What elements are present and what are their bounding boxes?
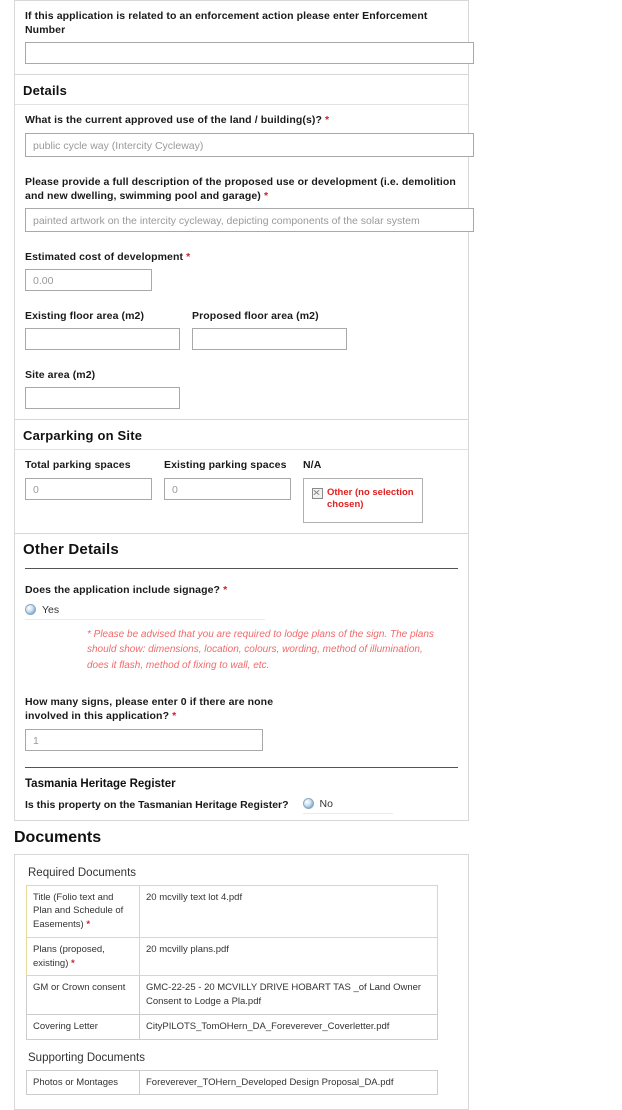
table-row[interactable] xyxy=(27,976,438,1015)
broken-image-icon xyxy=(312,488,323,499)
table-row[interactable] xyxy=(27,1070,438,1095)
floor-area-row xyxy=(15,301,468,360)
signage-radio-yes[interactable] xyxy=(25,602,265,616)
document-file-cell[interactable]: 20 mcvilly text lot 4.pdf xyxy=(140,885,438,937)
existing-parking-label: Existing parking spaces xyxy=(164,459,287,472)
required-marker: * xyxy=(86,919,91,931)
na-inner xyxy=(312,487,414,513)
estimated-cost-label xyxy=(25,250,458,264)
carparking-heading: Carparking on Site xyxy=(23,428,143,444)
heritage-radio-wrap[interactable] xyxy=(303,796,393,814)
document-type-label: Plans (proposed, existing) xyxy=(33,943,105,969)
required-documents-title: Required Documents xyxy=(28,866,137,879)
na-selection-text: Other (no selection chosen) xyxy=(327,486,414,511)
heritage-radio-label: No xyxy=(319,797,333,810)
heritage-section xyxy=(15,768,468,820)
estimated-cost-label-text: Estimated cost of development xyxy=(25,250,184,263)
table-row[interactable] xyxy=(27,885,438,937)
other-details-heading: Other Details xyxy=(23,540,119,558)
documents-card xyxy=(14,854,469,1110)
existing-floor-area-input[interactable] xyxy=(25,328,180,350)
document-type-cell: GM or Crown consent xyxy=(27,976,140,1015)
heritage-radio-no[interactable] xyxy=(303,796,393,810)
na-selection-box[interactable] xyxy=(303,478,423,523)
radio-selected-icon xyxy=(25,604,36,615)
document-file-cell[interactable]: 20 mcvilly plans.pdf xyxy=(140,937,438,976)
application-form-page xyxy=(14,0,469,1110)
site-area-label: Site area (m2) xyxy=(25,369,96,382)
supporting-documents-table xyxy=(26,1070,438,1096)
document-type-cell xyxy=(27,937,140,976)
enforcement-label: If this application is related to an enforcement action please enter Enforcement Number xyxy=(25,10,428,37)
carparking-row xyxy=(15,450,468,532)
current-use-input[interactable]: public cycle way (Intercity Cycleway) xyxy=(25,133,474,157)
current-use-label-text: What is the current approved use of the land / building(s)? xyxy=(25,114,322,127)
details-section xyxy=(14,75,469,420)
total-parking-input[interactable]: 0 xyxy=(25,478,152,500)
signage-note: * Please be advised that you are required to lodge plans of the sign. The plans should show: dimensions, location, colours, wording, method of illumination, does it flash, method of fixing to wall, etc. xyxy=(87,628,434,671)
existing-parking-input[interactable]: 0 xyxy=(164,478,291,500)
table-row[interactable] xyxy=(27,1014,438,1039)
documents-heading: Documents xyxy=(14,828,102,846)
required-documents-body xyxy=(27,885,438,1039)
signage-radio-wrap[interactable] xyxy=(25,602,265,620)
document-type-cell xyxy=(27,885,140,937)
site-area-input[interactable] xyxy=(25,387,180,409)
required-marker: * xyxy=(172,710,177,723)
signage-label-text: Does the application include signage? xyxy=(25,583,221,596)
sign-count-label xyxy=(25,695,305,723)
enforcement-input[interactable] xyxy=(25,42,474,64)
estimated-cost-input[interactable]: 0.00 xyxy=(25,269,152,291)
proposed-floor-area-input[interactable] xyxy=(192,328,347,350)
proposed-floor-area-label: Proposed floor area (m2) xyxy=(192,310,319,323)
required-marker: * xyxy=(71,957,75,969)
signage-block xyxy=(15,569,468,684)
enforcement-section xyxy=(14,0,469,75)
carparking-section xyxy=(14,420,469,533)
required-marker: * xyxy=(325,114,330,127)
description-label-text: Please provide a full description of the proposed use or development (i.e. demolition and new dwelling, swimming pool and garage) xyxy=(25,175,456,202)
current-use-field-block xyxy=(15,105,468,166)
na-block xyxy=(303,458,423,522)
radio-selected-icon xyxy=(303,798,314,809)
required-marker: * xyxy=(223,583,228,596)
na-label: N/A xyxy=(303,459,322,472)
heritage-title: Tasmania Heritage Register xyxy=(25,777,176,790)
existing-floor-area-block xyxy=(25,309,180,350)
sign-count-block xyxy=(15,683,468,764)
spacer xyxy=(26,1040,457,1050)
other-details-section xyxy=(14,534,469,821)
heritage-question: Is this property on the Tasmanian Heritage Register? xyxy=(25,798,289,811)
documents-section xyxy=(14,821,469,1110)
total-parking-label: Total parking spaces xyxy=(25,459,131,472)
table-row[interactable] xyxy=(27,937,438,976)
supporting-documents-body xyxy=(27,1070,438,1095)
sign-count-input[interactable]: 1 xyxy=(25,729,263,751)
enforcement-field-block xyxy=(15,1,468,74)
sign-count-label-text: How many signs, please enter 0 if there are none involved in this application? xyxy=(25,696,274,723)
document-file-cell[interactable]: GMC-22-25 - 20 MCVILLY DRIVE HOBART TAS _of Land Owner Consent to Lodge a Pla.pdf xyxy=(140,976,438,1015)
existing-parking-block xyxy=(164,458,291,522)
proposed-floor-area-block xyxy=(192,309,347,350)
document-file-cell[interactable]: Foreverever_TOHern_Developed Design Proposal_DA.pdf xyxy=(140,1070,438,1095)
required-documents-table xyxy=(26,885,438,1040)
signage-radio-label: Yes xyxy=(42,603,60,616)
document-type-cell: Covering Letter xyxy=(27,1014,140,1039)
document-type-label: Title (Folio text and Plan and Schedule of Easements) xyxy=(33,891,124,931)
details-heading: Details xyxy=(23,83,68,99)
total-parking-block xyxy=(25,458,152,522)
description-input[interactable]: painted artwork on the intercity cycleway, depicting components of the solar system xyxy=(25,208,474,232)
description-label xyxy=(25,175,458,203)
current-use-label xyxy=(25,113,458,127)
estimated-cost-field-block xyxy=(15,242,468,301)
site-area-block xyxy=(15,360,468,419)
description-field-block xyxy=(15,167,468,242)
signage-label xyxy=(25,583,458,597)
document-type-cell: Photos or Montages xyxy=(27,1070,140,1095)
document-file-cell[interactable]: CityPILOTS_TomOHern_DA_Foreverever_Coverletter.pdf xyxy=(140,1014,438,1039)
required-marker: * xyxy=(186,250,191,263)
required-marker: * xyxy=(263,189,269,202)
existing-floor-area-label: Existing floor area (m2) xyxy=(25,310,145,323)
heritage-question-row xyxy=(25,796,458,814)
supporting-documents-title: Supporting Documents xyxy=(28,1051,145,1064)
